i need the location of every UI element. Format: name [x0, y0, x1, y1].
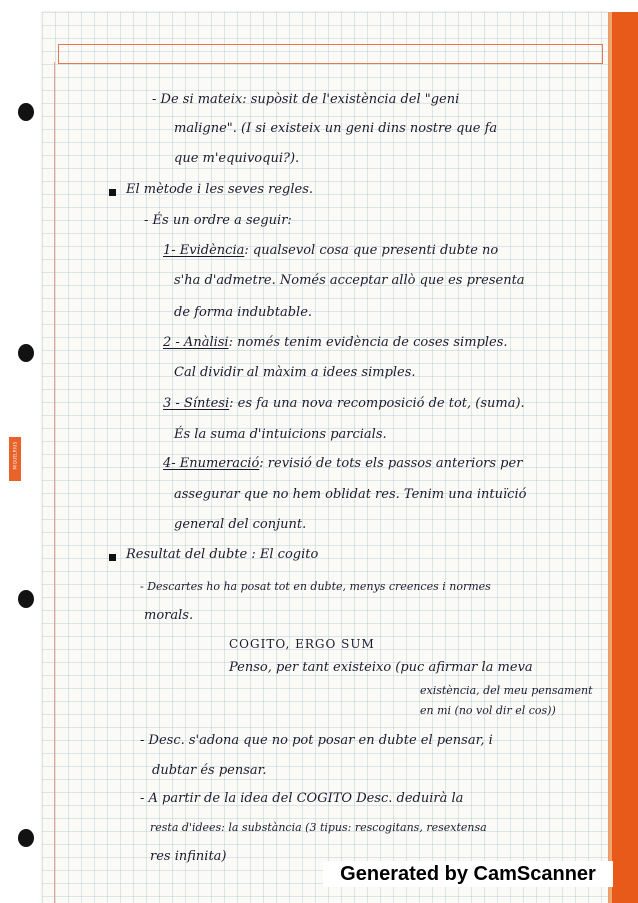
- rule-line: [163, 335, 508, 351]
- rule-text: : es fa una nova recomposició de tot, (suma).: [229, 396, 525, 411]
- note-line: maligne". (I si existeix un geni dins nostre que fa: [174, 121, 498, 136]
- binder-hole: [18, 590, 34, 608]
- note-line: existència, del meu pensament: [420, 684, 593, 697]
- header-box: [58, 44, 603, 64]
- rule-label: 4- Enumeració: [163, 456, 260, 471]
- camscanner-watermark: Generated by CamScanner: [323, 861, 613, 887]
- cogito-heading: COGITO, ERGO SUM: [229, 637, 375, 651]
- rule-text: : revisió de tots els passos anteriors per: [259, 456, 523, 471]
- note-line: res infinita): [150, 849, 227, 864]
- bullet-square-icon: [109, 189, 116, 196]
- note-line: s'ha d'admetre. Només acceptar allò que es presenta: [174, 273, 525, 288]
- binder-hole: [18, 103, 34, 121]
- rule-text: : només tenim evidència de coses simples.: [228, 335, 508, 350]
- rule-line: [163, 396, 525, 412]
- rule-line: [163, 456, 522, 472]
- rule-line: [163, 243, 498, 259]
- note-line: en mi (no vol dir el cos)): [420, 704, 556, 717]
- note-line: - A partir de la idea del COGITO Desc. deduirà la: [140, 791, 464, 806]
- note-line: de forma indubtable.: [174, 305, 313, 320]
- margin-line: [54, 62, 55, 903]
- note-line: Penso, per tant existeixo (puc afirmar la meva: [229, 660, 533, 675]
- rule-label: 2 - Anàlisi: [163, 335, 229, 350]
- binder-hole: [18, 344, 34, 362]
- section-heading: El mètode i les seves regles.: [126, 182, 314, 197]
- brand-tab-text: MIQUELRIUS: [12, 441, 18, 470]
- note-line: que m'equivoqui?).: [174, 151, 300, 166]
- notebook-orange-edge: [608, 12, 638, 903]
- brand-tab: [9, 437, 21, 481]
- note-line: - Desc. s'adona que no pot posar en dubte el pensar, i: [140, 733, 493, 748]
- note-line: general del conjunt.: [174, 517, 307, 532]
- note-line: dubtar és pensar.: [152, 763, 267, 778]
- binder-hole: [18, 829, 34, 847]
- note-line: resta d'idees: la substància (3 tipus: rescogitans, resextensa: [150, 821, 487, 834]
- bullet-square-icon: [109, 554, 116, 561]
- note-line: - És un ordre a seguir:: [144, 213, 292, 228]
- rule-label: 1- Evidència: [163, 243, 245, 258]
- note-line: assegurar que no hem oblidat res. Tenim una intuïció: [174, 487, 527, 502]
- section-heading: Resultat del dubte : El cogito: [126, 547, 319, 562]
- note-line: - Descartes ho ha posat tot en dubte, menys creences i normes: [140, 580, 491, 593]
- note-line: morals.: [144, 608, 194, 623]
- note-line: És la suma d'intuicions parcials.: [174, 427, 387, 442]
- rule-label: 3 - Síntesi: [163, 396, 230, 411]
- rule-text: : qualsevol cosa que presenti dubte no: [244, 243, 499, 258]
- note-line: Cal dividir al màxim a idees simples.: [174, 365, 416, 380]
- note-line: - De si mateix: supòsit de l'existència del "geni: [152, 92, 460, 107]
